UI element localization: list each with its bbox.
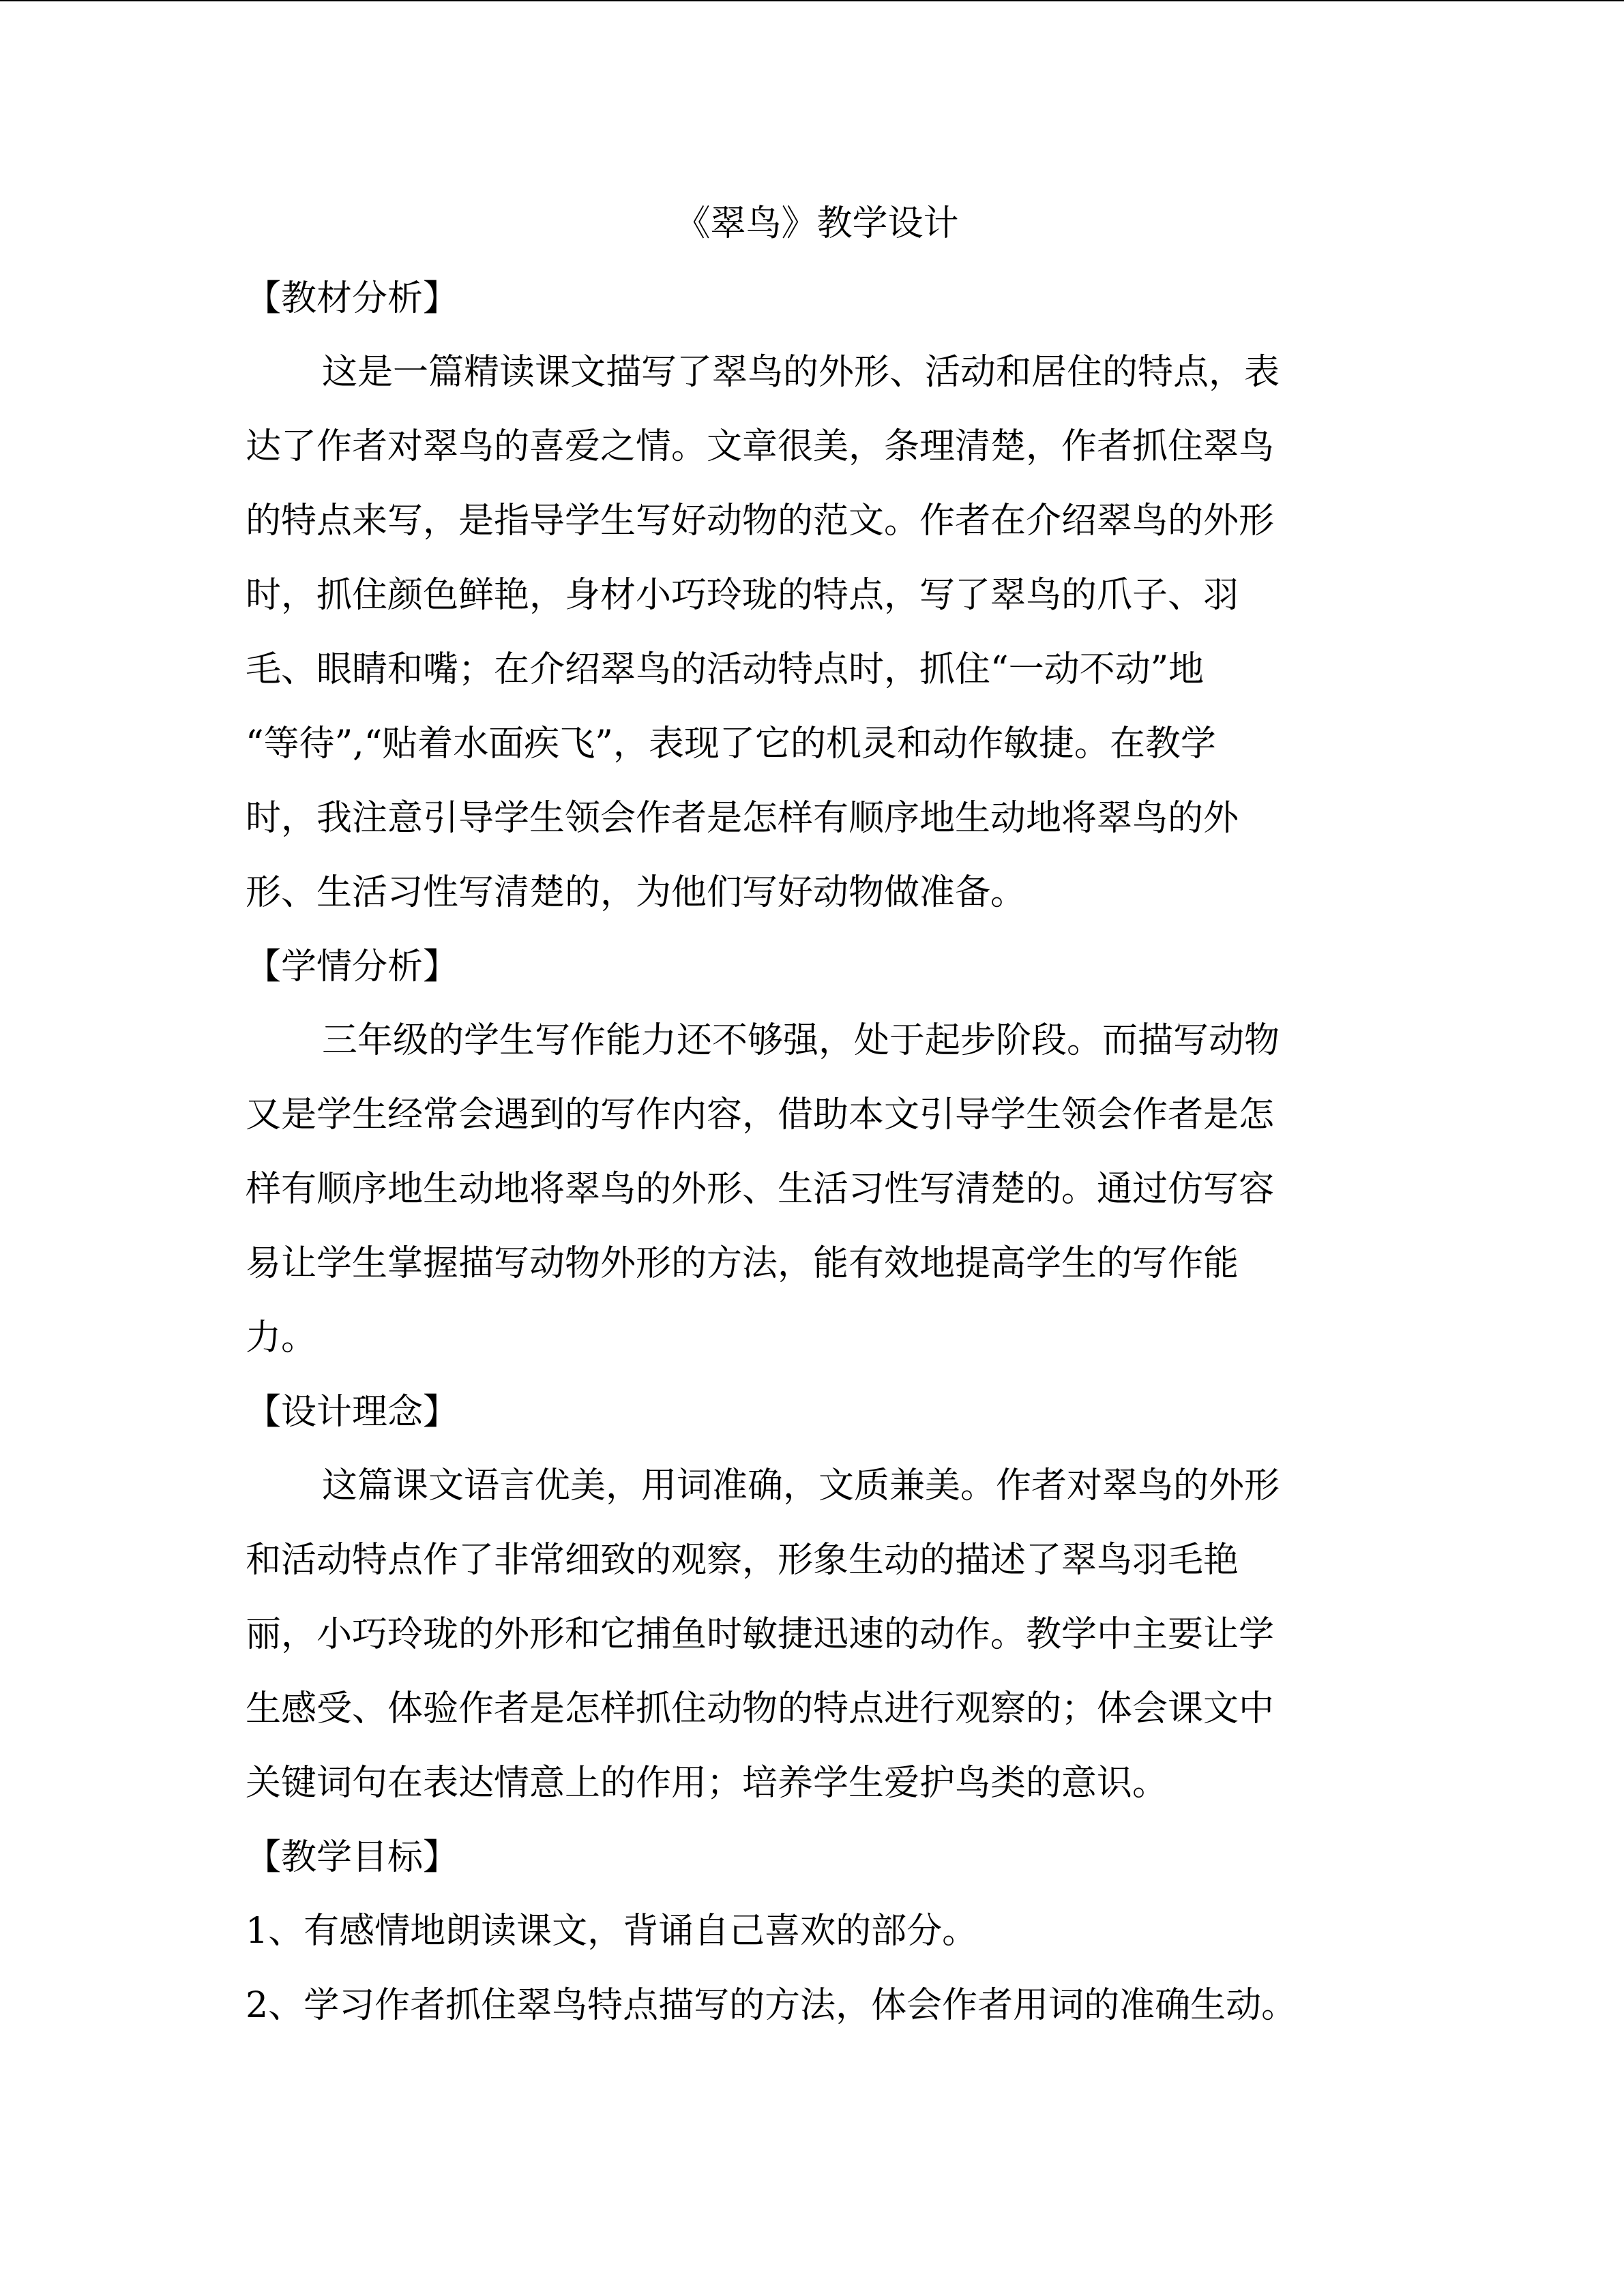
goal-item: 2、学习作者抓住翠鸟特点描写的方法，体会作者用词的准确生动。 xyxy=(246,1985,1297,2026)
paragraph-student-analysis xyxy=(246,1004,1361,1375)
text-line: 关键词句在表达情意上的作用；培养学生爱护鸟类的意识。 xyxy=(246,1763,1168,1804)
text-line: 易让学生掌握描写动物外形的方法，能有效地提高学生的写作能 xyxy=(246,1243,1239,1284)
text-line: 样有顺序地生动地将翠鸟的外形、生活习性写清楚的。通过仿写容 xyxy=(246,1169,1275,1210)
document-title: 《翠鸟》教学设计 xyxy=(675,203,959,244)
paragraph-textbook-analysis xyxy=(246,336,1361,930)
text-line: 时，抓住颜色鲜艳，身材小巧玲珑的特点，写了翠鸟的爪子、羽 xyxy=(246,575,1239,616)
section-heading-student-analysis: 【学情分析】 xyxy=(246,946,459,987)
paragraph-design-concept xyxy=(246,1449,1361,1821)
text-line: 形、生活习性写清楚的，为他们写好动物做准备。 xyxy=(246,872,1027,913)
section-heading-teaching-goals: 【教学目标】 xyxy=(246,1837,459,1878)
text-line: 又是学生经常会遇到的写作内容，借助本文引导学生领会作者是怎 xyxy=(246,1094,1275,1135)
text-line: 三年级的学生写作能力还不够强，处于起步阶段。而描写动物 xyxy=(322,1020,1280,1061)
text-line: 丽，小巧玲珑的外形和它捕鱼时敏捷迅速的动作。教学中主要让学 xyxy=(246,1614,1275,1655)
text-line: 的特点来写，是指导学生写好动物的范文。作者在介绍翠鸟的外形 xyxy=(246,501,1275,541)
text-line: 达了作者对翠鸟的喜爱之情。文章很美，条理清楚，作者抓住翠鸟 xyxy=(246,426,1275,467)
section-heading-textbook-analysis: 【教材分析】 xyxy=(246,278,459,319)
text-line: “等待”,“贴着水面疾飞”，表现了它的机灵和动作敏捷。在教学 xyxy=(246,724,1216,764)
text-line: 这篇课文语言优美，用词准确，文质兼美。作者对翠鸟的外形 xyxy=(322,1465,1280,1506)
goal-item: 1、有感情地朗读课文，背诵自己喜欢的部分。 xyxy=(246,1911,978,1952)
document-content xyxy=(246,185,1361,2043)
text-line: 毛、眼睛和嘴；在介绍翠鸟的活动特点时，抓住“一动不动”地 xyxy=(246,649,1205,690)
text-line: 时，我注意引导学生领会作者是怎样有顺序地生动地将翠鸟的外 xyxy=(246,798,1239,839)
text-line: 和活动特点作了非常细致的观察，形象生动的描述了翠鸟羽毛艳 xyxy=(246,1540,1239,1581)
text-line: 力。 xyxy=(246,1317,317,1358)
text-line: 生感受、体验作者是怎样抓住动物的特点进行观察的；体会课文中 xyxy=(246,1688,1275,1729)
text-line: 这是一篇精读课文描写了翠鸟的外形、活动和居住的特点，表 xyxy=(322,352,1280,393)
section-heading-design-concept: 【设计理念】 xyxy=(246,1392,459,1433)
